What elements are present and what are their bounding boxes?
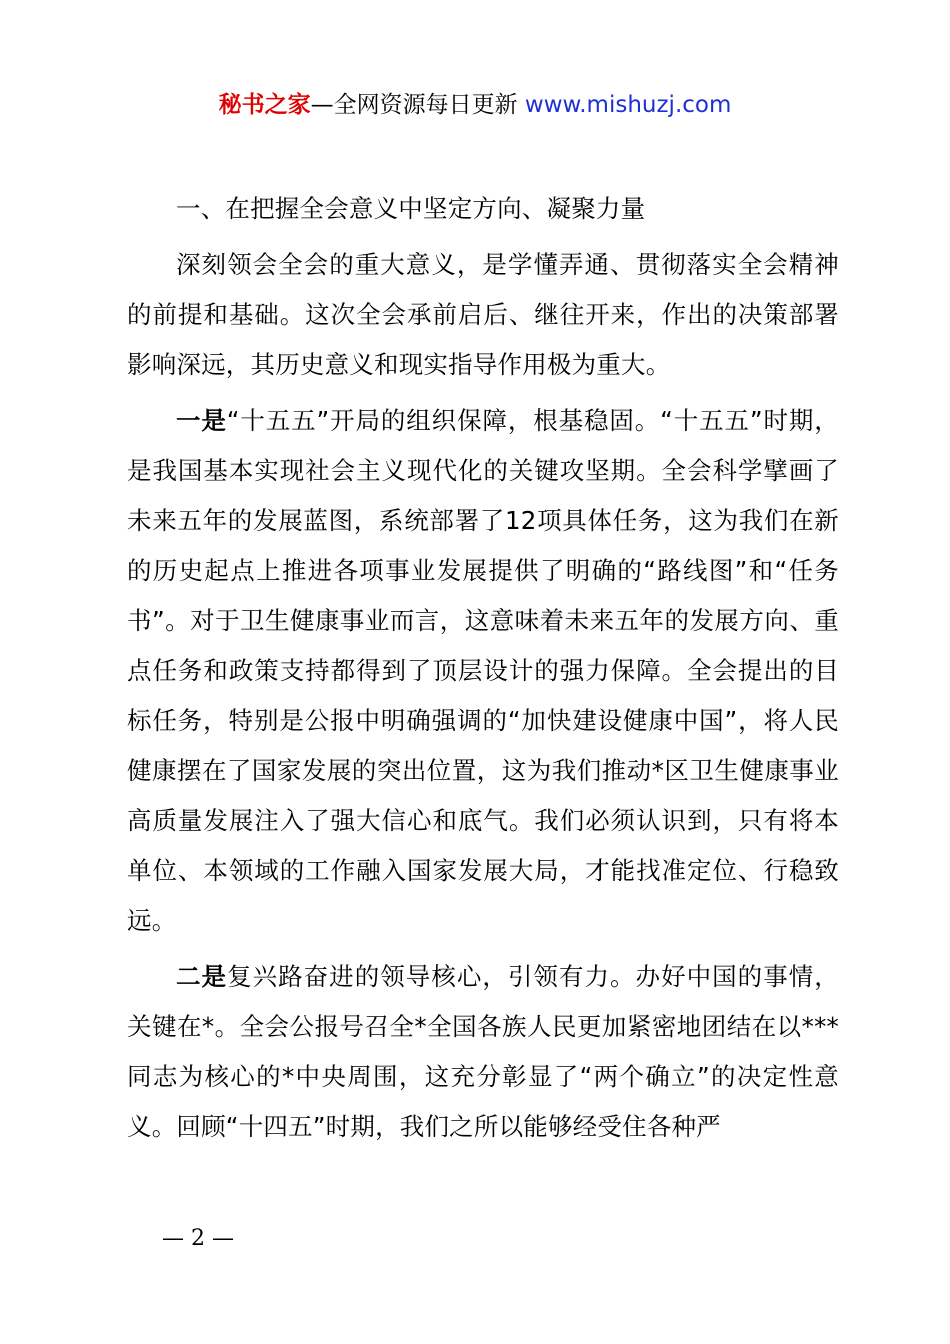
site-url-link[interactable]: www.mishuzj.com xyxy=(524,92,732,118)
banner-tagline: —全网资源每日更新 xyxy=(310,92,518,118)
point-lead-2: 二是 xyxy=(176,962,228,991)
section-heading: 一、在把握全会意义中坚定方向、凝聚力量 xyxy=(176,194,646,223)
point-paragraph-2 xyxy=(127,952,839,1152)
point-text-2: 复兴路奋进的领导核心，引领有力。办好中国的事情，关键在*。全会公报号召全*全国各族人民更加紧密地团结在以***同志为核心的*中央周围，这充分彰显了“两个确立”的决定性意义。回顾“十四五”时期，我们之所以能够经受住各种严 xyxy=(127,962,839,1141)
point-text-1: “十五五”开局的组织保障，根基稳固。“十五五”时期，是我国基本实现社会主义现代化的关键攻坚期。全会科学擘画了未来五年的发展蓝图，系统部署了12项具体任务，这为我们在新的历史起点上推进各项事业发展提供了明确的“路线图”和“任务书”。对于卫生健康事业而言，这意味着未来五年的发展方向、重点任务和政策支持都得到了顶层设计的强力保障。全会提出的目标任务，特别是公报中明确强调的“加快建设健康中国”，将人民健康摆在了国家发展的突出位置，这为我们推动*区卫生健康事业高质量发展注入了强大信心和底气。我们必须认识到，只有将本单位、本领域的工作融入国家发展大局，才能找准定位、行稳致远。 xyxy=(127,406,839,935)
point-paragraph-1 xyxy=(127,396,839,946)
document-body xyxy=(127,184,839,1152)
intro-paragraph: 深刻领会全会的重大意义，是学懂弄通、贯彻落实全会精神的前提和基础。这次全会承前启后、继往开来，作出的决策部署影响深远，其历史意义和现实指导作用极为重大。 xyxy=(127,250,839,379)
point-lead-1: 一是 xyxy=(176,406,227,435)
site-banner xyxy=(0,88,950,122)
brand-name: 秘书之家 xyxy=(218,92,311,118)
page-number: — 2 — xyxy=(162,1226,234,1251)
